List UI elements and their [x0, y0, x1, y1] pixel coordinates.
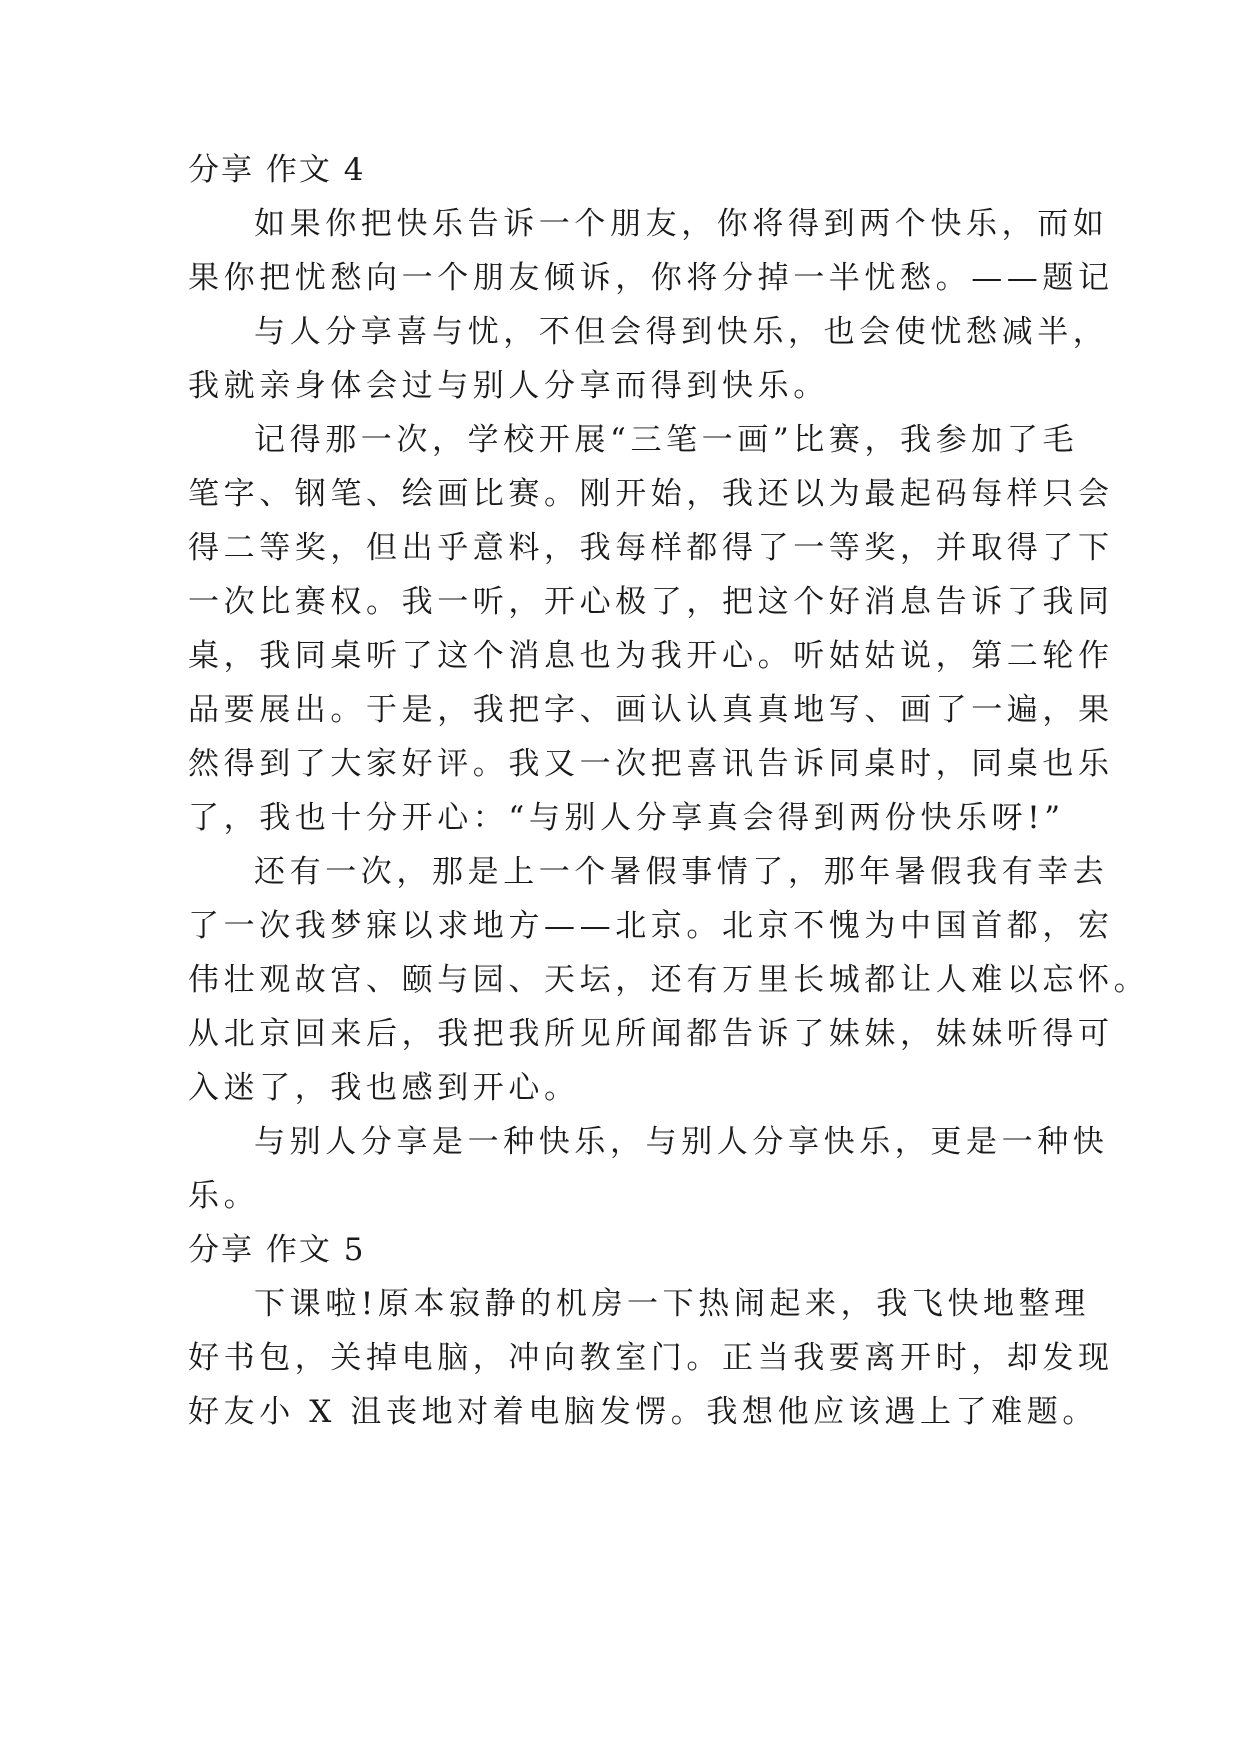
paragraph-line: 与人分享喜与忧，不但会得到快乐，也会使忧愁减半， [254, 314, 1109, 350]
paragraph-line: 从北京回来后，我把我所见所闻都告诉了妹妹，妹妹听得可 [188, 1016, 1114, 1052]
paragraph-line: 桌，我同桌听了这个消息也为我开心。听姑姑说，第二轮作 [188, 638, 1114, 674]
paragraph-line: 了，我也十分开心：“与别人分享真会得到两份快乐呀!” [188, 800, 1065, 836]
paragraph-line: 入迷了，我也感到开心。 [188, 1070, 580, 1106]
paragraph-line: 品要展出。于是，我把字、画认认真真地写、画了一遍，果 [188, 692, 1114, 728]
paragraph-line: 一次比赛权。我一听，开心极了，把这个好消息告诉了我同 [188, 584, 1114, 620]
paragraph-line: 好友小 X 沮丧地对着电脑发愣。我想他应该遇上了难题。 [188, 1394, 1098, 1430]
paragraph-line: 笔字、钢笔、绘画比赛。刚开始，我还以为最起码每样只会 [188, 476, 1114, 512]
paragraph-line: 乐。 [188, 1178, 260, 1214]
paragraph-line: 然得到了大家好评。我又一次把喜讯告诉同桌时，同桌也乐 [188, 746, 1114, 782]
paragraph-line: 还有一次，那是上一个暑假事情了，那年暑假我有幸去 [254, 854, 1109, 890]
section-heading-essay-5: 分享 作文 5 [188, 1232, 366, 1268]
paragraph-line: 下课啦!原本寂静的机房一下热闹起来，我飞快地整理 [254, 1286, 1090, 1322]
paragraph-line: 伟壮观故宫、颐与园、天坛，还有万里长城都让人难以忘怀。 [188, 962, 1150, 998]
paragraph-line: 好书包，关掉电脑，冲向教室门。正当我要离开时，却发现 [188, 1340, 1114, 1376]
paragraph-line: 记得那一次，学校开展“三笔一画”比赛，我参加了毛 [254, 422, 1079, 458]
paragraph-line: 果你把忧愁向一个朋友倾诉，你将分掉一半忧愁。——题记 [188, 260, 1114, 296]
paragraph-line: 了一次我梦寐以求地方——北京。北京不愧为中国首都，宏 [188, 908, 1114, 944]
paragraph-line: 与别人分享是一种快乐，与别人分享快乐，更是一种快 [254, 1124, 1109, 1160]
paragraph-line: 我就亲身体会过与别人分享而得到快乐。 [188, 368, 829, 404]
paragraph-line: 如果你把快乐告诉一个朋友，你将得到两个快乐，而如 [254, 206, 1109, 242]
section-heading-essay-4: 分享 作文 4 [188, 152, 366, 188]
paragraph-line: 得二等奖，但出乎意料，我每样都得了一等奖，并取得了下 [188, 530, 1114, 566]
